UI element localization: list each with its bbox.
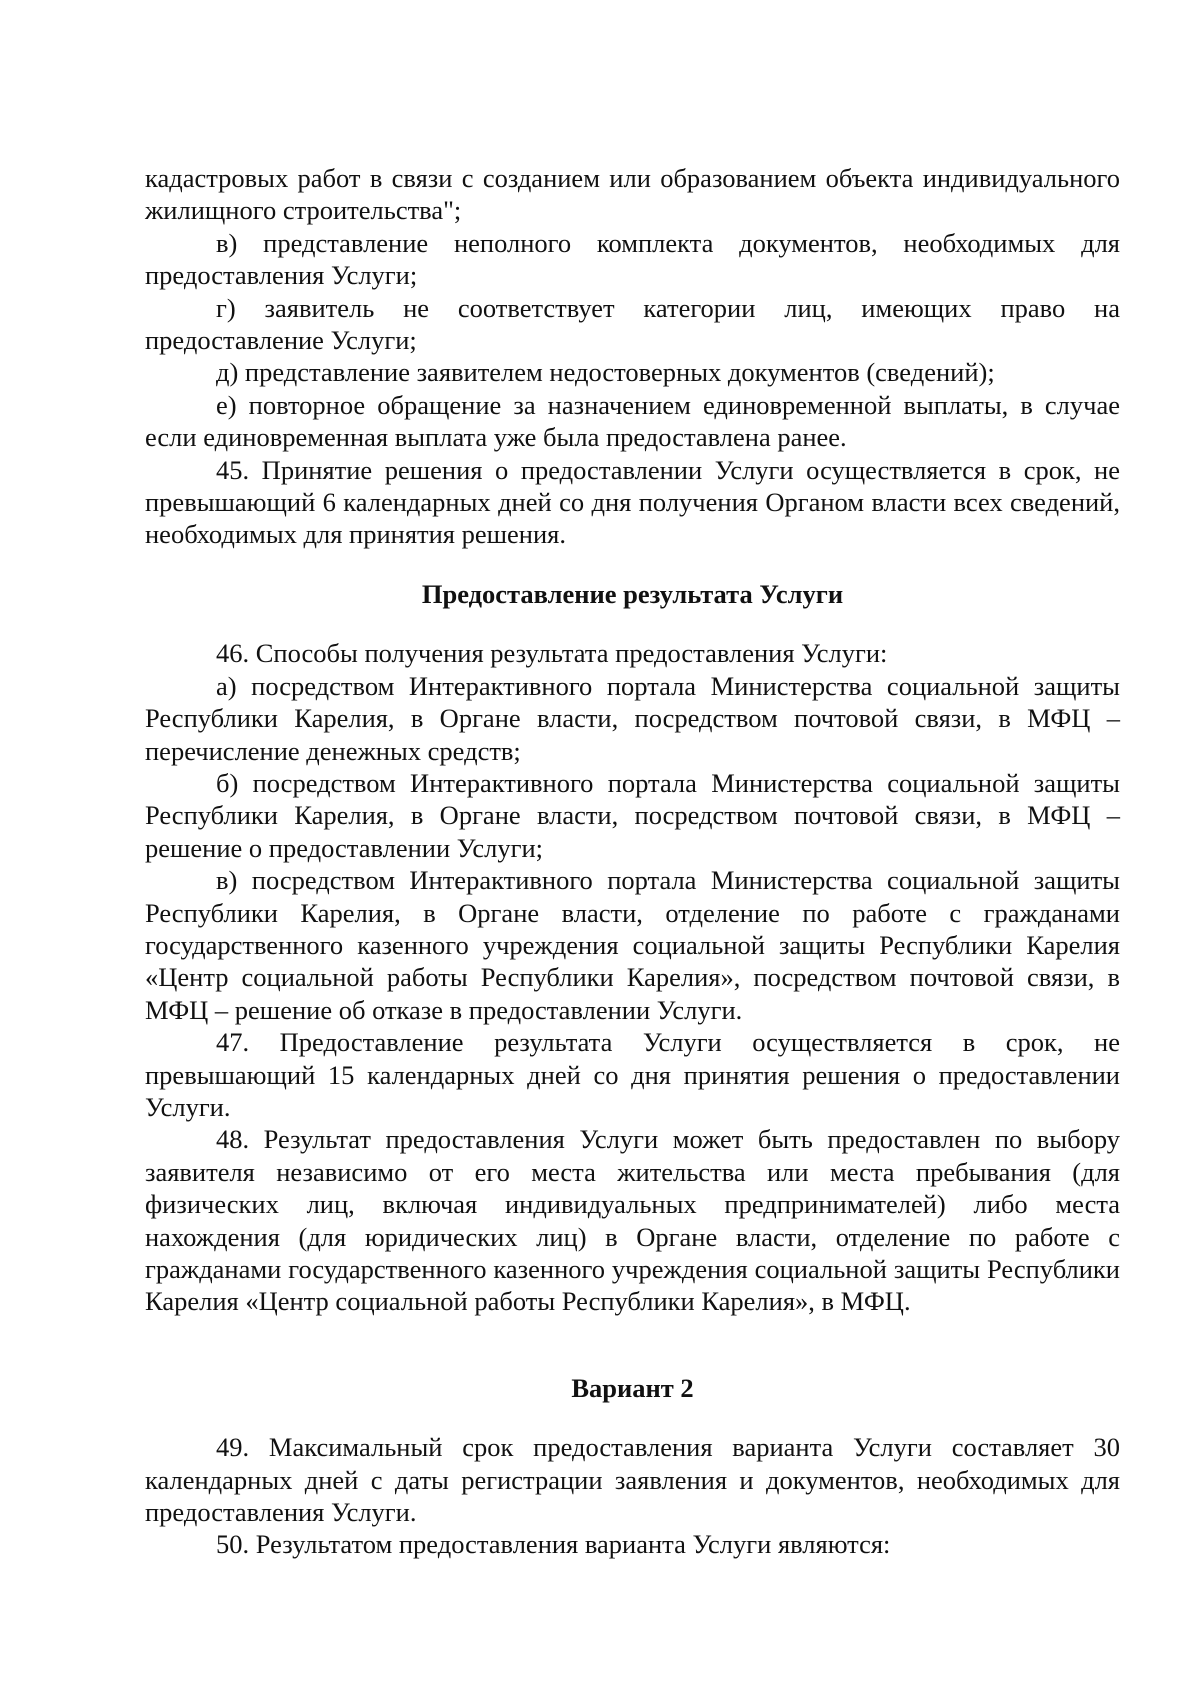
paragraph-46-b: б) посредством Интерактивного портала Министерства социальной защиты Республики Карелия, в Органе власти, посредством почтовой связи, в МФЦ – решение о предоставлении Услуги; [145,767,1120,863]
paragraph-item-d: д) представление заявителем недостоверных документов (сведений); [216,357,995,388]
paragraph-item-v: в) представление неполного комплекта документов, необходимых для предоставления Услуги; [145,227,1120,291]
spacer [145,1404,1120,1431]
paragraph-item-e: е) повторное обращение за назначением единовременной выплаты, в случае если единовременная выплата уже была предоставлена ранее. [145,389,1120,453]
section-heading-result: Предоставление результата Услуги [421,578,844,609]
paragraph-46: 46. Способы получения результата предоставления Услуги: [216,638,888,669]
spacer [145,610,1120,637]
paragraph-46-a: а) посредством Интерактивного портала Министерства социальной защиты Республики Карелия, в Органе власти, посредством почтовой связи, в МФЦ – перечисление денежных средств; [145,670,1120,766]
paragraph-continuation: кадастровых работ в связи с созданием или образованием объекта индивидуального жилищного строительства"; [145,163,1120,226]
paragraph-46-v: в) посредством Интерактивного портала Министерства социальной защиты Республики Карелия, в Органе власти, отделение по работе с гражданами государственного казенного учреждения социальной защиты Республики Карелия «Центр социальной работы Республики Карелия», посредством почтовой связи, в МФЦ – решение об отказе в предоставлении Услуги. [145,865,1120,1025]
section-heading-variant-2: Вариант 2 [571,1372,694,1403]
spacer [145,1318,1120,1372]
paragraph-45: 45. Принятие решения о предоставлении Услуги осуществляется в срок, не превышающий 6 календарных дней со дня получения Органом власти всех сведений, необходимых для принятия решения. [145,454,1120,550]
paragraph-47: 47. Предоставление результата Услуги осуществляется в срок, не превышающий 15 календарных дней со дня принятия решения о предоставлении Услуги. [145,1027,1120,1122]
paragraph-49: 49. Максимальный срок предоставления варианта Услуги составляет 30 календарных дней с даты регистрации заявления и документов, необходимых для предоставления Услуги. [145,1432,1120,1528]
spacer [145,551,1120,578]
paragraph-48: 48. Результат предоставления Услуги может быть предоставлен по выбору заявителя независимо от его места жительства или места пребывания (для физических лиц, включая индивидуальных предпринимателей) либо места нахождения (для юридических лиц) в Органе власти, отделение по работе с гражданами государственного казенного учреждения социальной защиты Республики Карелия «Центр социальной работы Республики Карелия», в МФЦ. [145,1124,1120,1317]
paragraph-item-g: г) заявитель не соответствует категории лиц, имеющих право на предоставление Услуги; [145,292,1120,356]
paragraph-50: 50. Результатом предоставления варианта Услуги являются: [216,1529,891,1560]
document-page [145,162,1120,1561]
